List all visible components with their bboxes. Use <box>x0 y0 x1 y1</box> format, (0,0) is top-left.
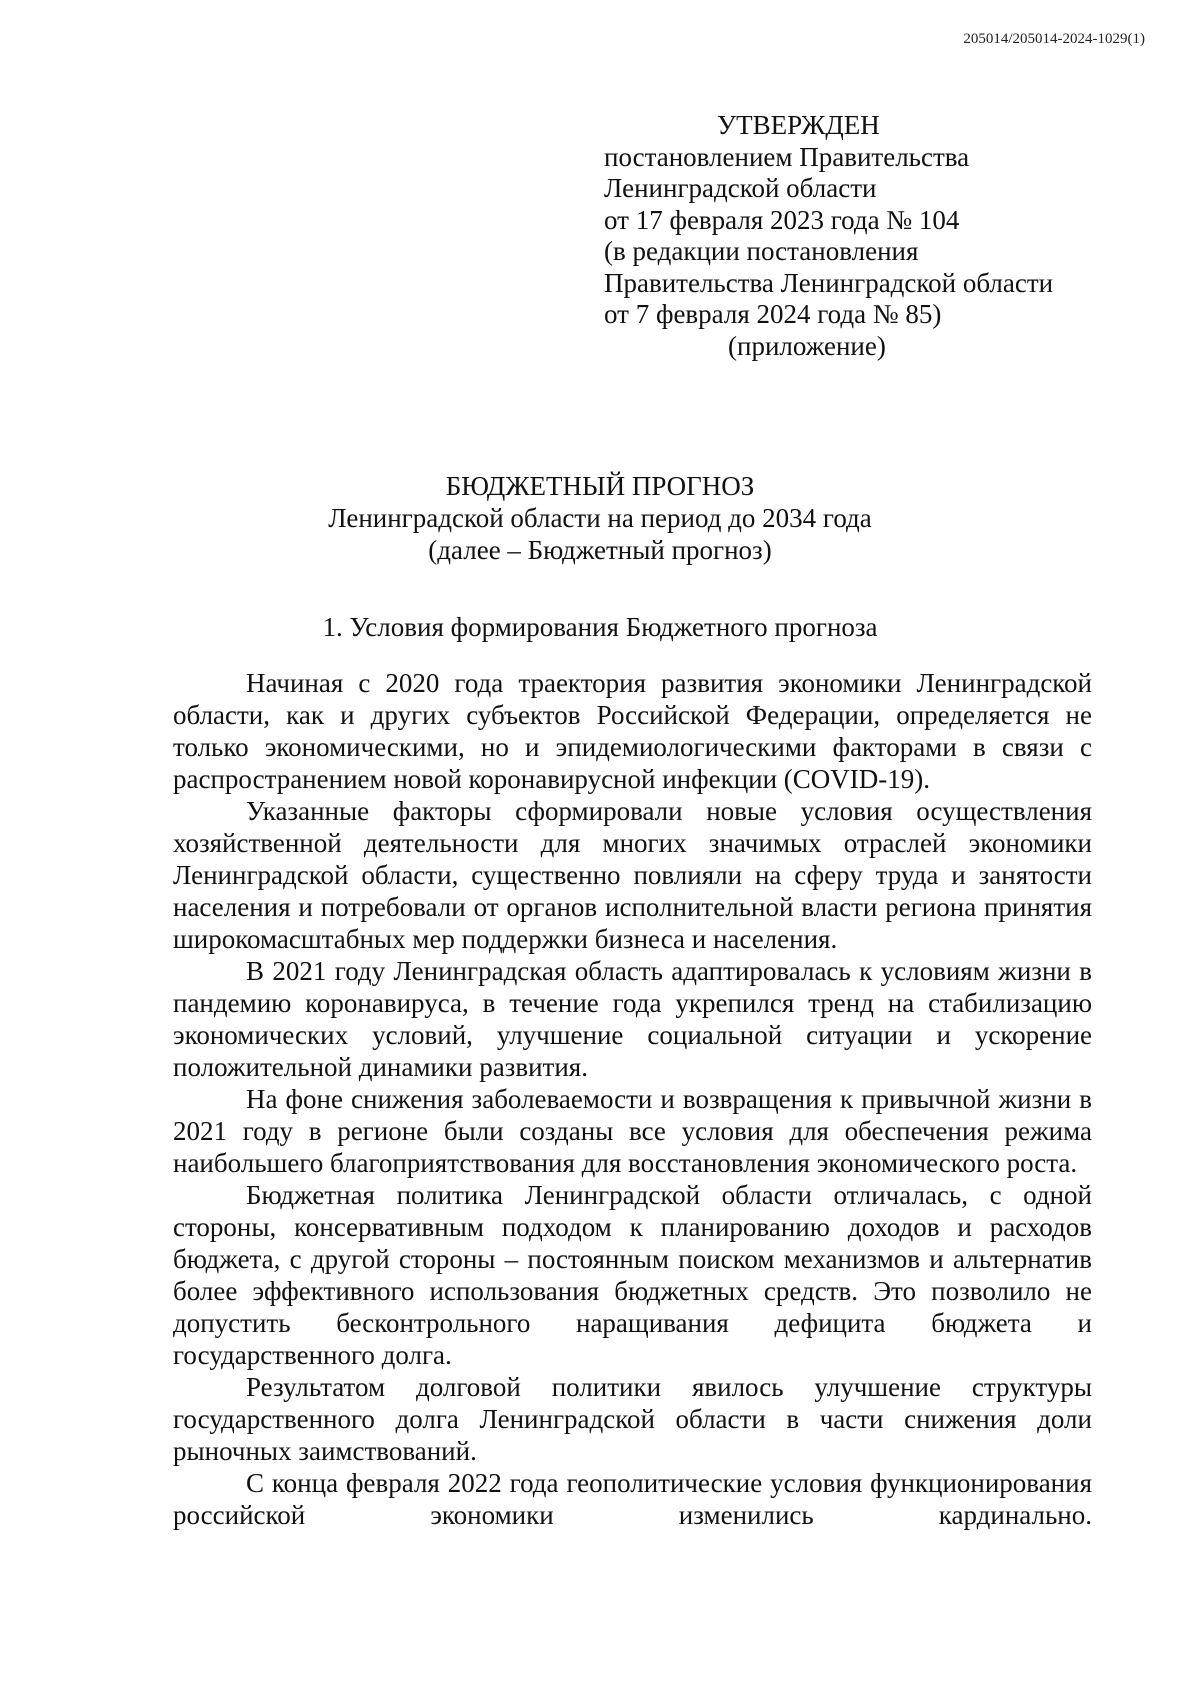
document-title-note: (далее – Бюджетный прогноз) <box>428 535 772 565</box>
body-paragraph: Результатом долговой политики явилось улучшение структуры государственного долга Ленинградской области в части снижения доли рыночных заимствований. <box>173 1372 1092 1466</box>
body-paragraph: Бюджетная политика Ленинградской области отличалась, с одной стороны, консервативным подходом к планированию доходов и расходов бюджета, с другой стороны – постоянным поиском механизмов и альтернатив более эффективного использования бюджетных средств. Это позволило не допустить бесконтрольного наращивания дефицита бюджета и государственного долга. <box>173 1180 1092 1370</box>
approval-line: (в редакции постановления <box>604 236 919 266</box>
body-paragraph: На фоне снижения заболеваемости и возвращения к привычной жизни в 2021 году в регионе были созданы все условия для обеспечения режима наибольшего благоприятствования для восстановления экономического роста. <box>173 1084 1092 1178</box>
document-title-block <box>0 470 1200 566</box>
document-title: БЮДЖЕТНЫЙ ПРОГНОЗ <box>445 471 755 501</box>
approval-annex-label: (приложение) <box>728 330 886 361</box>
approval-line: от 7 февраля 2024 года № 85) <box>604 299 942 329</box>
approval-line: постановлением Правительства <box>604 141 970 172</box>
body-paragraph: Указанные факторы сформировали новые условия осуществления хозяйственной деятельности для многих значимых отраслей экономики Ленинградской области, существенно повлияли на сферу труда и занятости населения и потребовали от органов исполнительной власти региона принятия широкомасштабных мер поддержки бизнеса и населения. <box>173 796 1092 954</box>
approval-heading: УТВЕРЖДЕН <box>717 110 880 140</box>
body-paragraph: Начиная с 2020 года траектория развития экономики Ленинградской области, как и других субъектов Российской Федерации, определяется не только экономическими, но и эпидемиологическими факторами в связи с распространением новой коронавирусной инфекции (COVID-19). <box>173 668 1092 794</box>
approval-stamp-block <box>604 110 1124 362</box>
section-heading: 1. Условия формирования Бюджетного прогноза <box>322 612 878 642</box>
section-body <box>173 667 1092 1531</box>
approval-line: Ленинградской области <box>604 173 877 203</box>
body-paragraph: С конца февраля 2022 года геополитические условия функционирования российской экономики изменились кардинально. <box>173 1468 1092 1530</box>
document-registration-number: 205014/205014-2024-1029(1) <box>963 31 1145 47</box>
approval-line: от 17 февраля 2023 года № 104 <box>604 204 960 235</box>
body-paragraph: В 2021 году Ленинградская область адаптировалась к условиям жизни в пандемию коронавируса, в течение года укрепился тренд на стабилизацию экономических условий, улучшение социальной ситуации и ускорение положительной динамики развития. <box>173 956 1092 1082</box>
approval-line: Правительства Ленинградской области <box>604 267 1054 298</box>
document-subtitle: Ленинградской области на период до 2034 года <box>328 503 872 533</box>
